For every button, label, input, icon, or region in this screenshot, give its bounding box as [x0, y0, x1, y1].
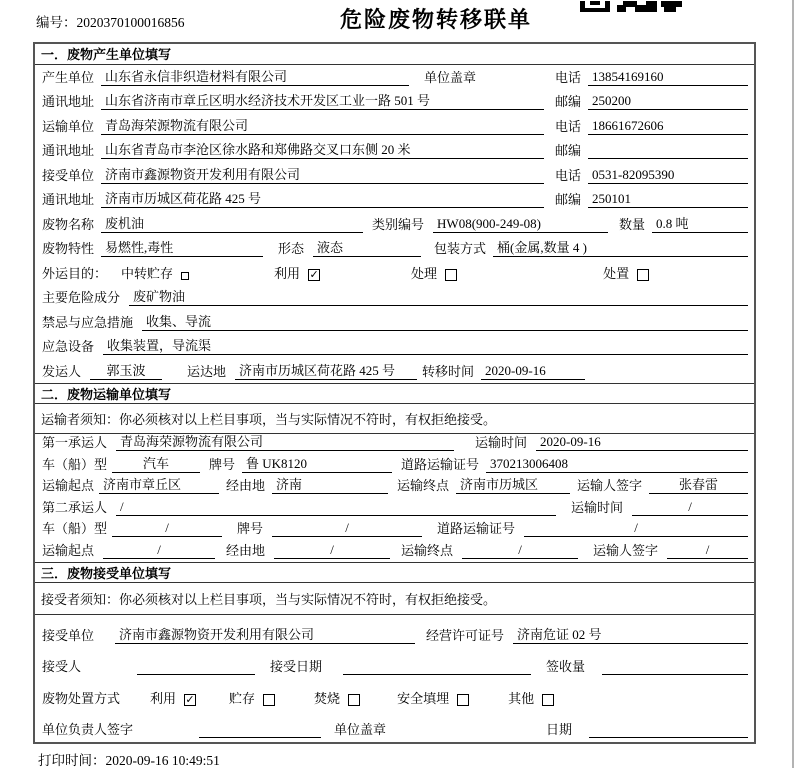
waste-property-value: 易燃性,毒性	[101, 237, 263, 257]
transfer-time-label: 转移时间	[422, 363, 475, 379]
emergency-equipment-label: 应急设备	[42, 339, 95, 354]
purpose-transit-storage-checkbox	[181, 272, 189, 280]
purpose-utilize-checkbox: ✓	[309, 268, 319, 281]
disposal-other-checkbox	[542, 694, 554, 706]
second-terminus-value: /	[462, 542, 578, 559]
destination-value: 济南市历城区荷花路 425 号	[235, 360, 417, 380]
date-label: 日期	[546, 722, 573, 737]
receiver-unit-value: 济南市鑫源物资开发利用有限公司	[101, 164, 544, 184]
first-vehicle-type-label: 车（船）型	[42, 456, 108, 472]
transfer-purpose-label: 外运目的：	[42, 265, 108, 281]
qr-code-fragment	[580, 0, 682, 11]
second-plate-label: 牌号	[237, 521, 264, 537]
responsible-sign-row	[35, 711, 754, 742]
acceptor-value	[137, 660, 255, 675]
transporter-notice: 运输者须知：你必须核对以上栏目事项，当与实际情况不符时，有权拒绝接受。	[35, 404, 754, 434]
second-via-value: /	[274, 542, 390, 559]
purpose-dispose-checkbox	[637, 269, 649, 281]
packing-method-label: 包装方式	[434, 241, 487, 256]
section2-header: 二．废物运输单位填写	[35, 383, 754, 404]
disposal-method-row	[35, 679, 754, 710]
disposal-landfill-label: 安全填埋	[397, 690, 450, 706]
first-road-permit-label: 道路运输证号	[401, 456, 480, 472]
second-origin-label: 运输起点	[42, 543, 95, 559]
receiver-zip-label: 邮编	[554, 192, 581, 207]
second-carrier-label: 第二承运人	[42, 499, 108, 515]
transporter-address-row	[35, 139, 754, 164]
accept-date-label: 接受日期	[270, 659, 323, 675]
second-road-permit-value: /	[524, 520, 748, 537]
producer-address-label: 通讯地址	[42, 94, 95, 109]
print-time-value: 2020-09-16 10:49:51	[105, 753, 220, 768]
transporter-zip-label: 邮编	[554, 143, 581, 158]
consignor-row	[35, 359, 754, 384]
disposal-utilize-checkbox: ✓	[185, 693, 195, 706]
emergency-equipment-row	[35, 335, 754, 360]
first-via-label: 经由地	[226, 478, 266, 494]
emergency-measures-label: 禁忌与应急措施	[42, 314, 134, 330]
first-vehicle-type-value: 汽车	[112, 453, 200, 473]
producer-address-value: 山东省济南市章丘区明水经济技术开发区工业一路 501 号	[101, 90, 544, 110]
first-origin-label: 运输起点	[42, 478, 95, 494]
second-vehicle-type-value: /	[112, 520, 222, 537]
first-transporter-sign-value: 张春雷	[649, 474, 748, 494]
second-transporter-sign-label: 运输人签字	[593, 543, 659, 559]
transporter-unit-value: 青岛海荣源物流有限公司	[101, 115, 544, 135]
disposal-storage-checkbox	[263, 694, 275, 706]
waste-quantity-label: 数量	[619, 216, 646, 232]
second-transport-time-value: /	[632, 499, 748, 516]
producer-unit-row	[35, 65, 754, 90]
waste-property-label: 废物特性	[42, 241, 95, 256]
receiver-phone-label: 电话	[554, 167, 581, 183]
emergency-measures-value: 收集、导流	[142, 311, 748, 331]
waste-code-label: 类别编号	[372, 216, 425, 232]
receiver-address-row	[35, 188, 754, 213]
transporter-zip-value	[588, 144, 748, 159]
second-carrier-value: /	[116, 499, 556, 516]
page-title: 危险废物转移联单	[339, 7, 532, 32]
waste-name-row	[35, 212, 754, 237]
producer-phone-value: 13854169160	[588, 69, 748, 86]
second-carrier-row	[35, 498, 754, 520]
first-transport-time-label: 运输时间	[475, 435, 528, 451]
second-vehicle-type-label: 车（船）型	[42, 521, 108, 537]
date-value	[589, 723, 748, 738]
accept-date-value	[343, 660, 531, 675]
first-road-permit-value: 370213006408	[486, 456, 748, 473]
transporter-phone-label: 电话	[554, 118, 581, 134]
second-transport-time-label: 运输时间	[571, 499, 624, 515]
disposal-other-label: 其他	[508, 690, 535, 706]
receiver-seal-label: 单位盖章	[334, 722, 387, 737]
received-amount-label: 签收量	[546, 659, 586, 675]
disposal-landfill-checkbox	[457, 694, 469, 706]
receiver-phone-value: 0531-82095390	[588, 167, 748, 184]
waste-name-label: 废物名称	[42, 216, 95, 232]
producer-zip-label: 邮编	[554, 94, 581, 109]
accepting-unit-value: 济南市鑫源物资开发利用有限公司	[115, 624, 415, 644]
first-transporter-sign-label: 运输人签字	[577, 478, 643, 494]
disposal-utilize-label: 利用	[150, 690, 177, 706]
transporter-address-label: 通讯地址	[42, 143, 95, 158]
second-road-permit-label: 道路运输证号	[437, 521, 516, 537]
second-plate-value: /	[272, 520, 422, 537]
waste-form-value: 液态	[313, 237, 421, 257]
waste-form-label: 形态	[278, 241, 305, 256]
first-terminus-value: 济南市历城区	[456, 474, 570, 494]
waste-code-value: HW08(900-249-08)	[433, 216, 608, 233]
receiver-address-label: 通讯地址	[42, 192, 95, 207]
document-number-label: 编号：	[36, 15, 77, 30]
first-carrier-value: 青岛海荣源物流有限公司	[116, 431, 454, 451]
section1-header: 一．废物产生单位填写	[35, 44, 754, 65]
unit-seal-label: 单位盖章	[424, 69, 477, 85]
producer-phone-label: 电话	[554, 69, 581, 85]
second-origin-value: /	[103, 542, 215, 559]
second-route-row	[35, 541, 754, 563]
producer-unit-value: 山东省永信非织造材料有限公司	[101, 66, 409, 86]
first-route-row	[35, 477, 754, 499]
acceptor-row	[35, 648, 754, 679]
first-terminus-label: 运输终点	[397, 478, 450, 494]
producer-unit-label: 产生单位	[42, 69, 95, 85]
receiver-unit-label: 接受单位	[42, 167, 95, 183]
transfer-purpose-row	[35, 261, 754, 286]
print-time	[38, 749, 220, 768]
manifest-form	[33, 42, 756, 744]
second-transporter-sign-value: /	[667, 542, 748, 559]
disposal-incinerate-label: 焚烧	[314, 690, 341, 706]
receiver-address-value: 济南市历城区荷花路 425 号	[101, 188, 544, 208]
second-vehicle-row	[35, 520, 754, 542]
qr-code-fragment-svg	[580, 1, 682, 12]
transporter-unit-row	[35, 114, 754, 139]
hazard-component-row	[35, 286, 754, 311]
responsible-sign-value	[199, 723, 321, 738]
receiver-zip-value: 250101	[588, 191, 748, 208]
page-edge-line	[792, 0, 794, 768]
first-plate-value: 鲁 UK8120	[242, 453, 392, 473]
transporter-address-value: 山东省青岛市李沧区徐水路和郑佛路交叉口东侧 20 米	[101, 139, 544, 159]
license-number-label: 经营许可证号	[426, 627, 505, 643]
disposal-storage-label: 贮存	[229, 690, 256, 706]
document-number-value: 2020370100016856	[76, 15, 185, 30]
print-time-label: 打印时间：	[38, 753, 106, 768]
acceptor-label: 接受人	[42, 659, 82, 675]
packing-method-value: 桶(金属,数量 4 )	[493, 237, 748, 257]
license-number-value: 济南危证 02 号	[513, 624, 748, 644]
section3-header: 三．废物接受单位填写	[35, 562, 754, 583]
transporter-phone-value: 18661672606	[588, 118, 748, 135]
hazard-component-value: 废矿物油	[129, 286, 748, 306]
first-origin-value: 济南市章丘区	[99, 474, 219, 494]
second-via-label: 经由地	[226, 543, 266, 559]
consignor-value: 郭玉波	[90, 360, 162, 380]
responsible-sign-label: 单位负责人签字	[42, 722, 134, 737]
transfer-time-value: 2020-09-16	[481, 363, 585, 380]
disposal-incinerate-checkbox	[348, 694, 360, 706]
accepting-unit-label: 接受单位	[42, 627, 95, 643]
first-transport-time-value: 2020-09-16	[536, 434, 748, 451]
emergency-equipment-value: 收集装置，导流渠	[103, 335, 748, 355]
received-amount-value	[602, 660, 748, 675]
purpose-transit-storage-label: 中转贮存	[121, 265, 174, 281]
first-via-value: 济南	[272, 474, 388, 494]
first-plate-label: 牌号	[209, 456, 236, 472]
disposal-method-label: 废物处置方式	[42, 690, 121, 706]
emergency-measures-row	[35, 310, 754, 335]
producer-address-row	[35, 90, 754, 115]
purpose-treat-label: 处理	[411, 265, 438, 281]
purpose-utilize-label: 利用	[274, 265, 301, 281]
waste-property-row	[35, 237, 754, 262]
accepting-unit-row	[35, 615, 754, 647]
consignor-label: 发运人	[42, 363, 82, 379]
waste-quantity-value: 0.8 吨	[652, 213, 748, 233]
transporter-unit-label: 运输单位	[42, 118, 95, 134]
first-carrier-label: 第一承运人	[42, 435, 108, 451]
waste-name-value: 废机油	[101, 213, 363, 233]
destination-label: 运达地	[187, 363, 227, 379]
receiver-unit-row	[35, 163, 754, 188]
second-terminus-label: 运输终点	[401, 543, 454, 559]
receiver-notice: 接受者须知：你必须核对以上栏目事项，当与实际情况不符时，有权拒绝接受。	[35, 583, 754, 615]
producer-zip-value: 250200	[588, 93, 748, 110]
hazard-component-label: 主要危险成分	[42, 290, 121, 305]
purpose-dispose-label: 处置	[603, 265, 630, 281]
purpose-treat-checkbox	[445, 269, 457, 281]
